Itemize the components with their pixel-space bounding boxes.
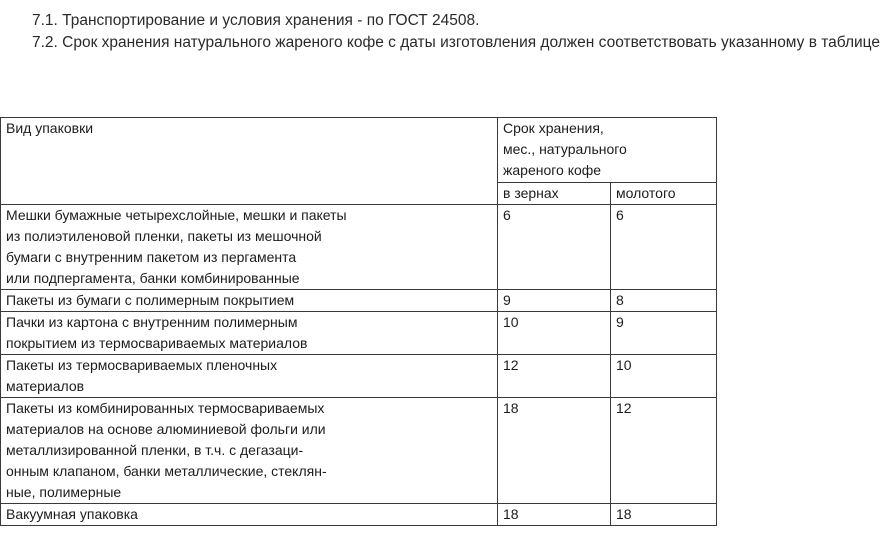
table-row <box>1 290 717 312</box>
table-row <box>1 312 717 355</box>
ground-months-cell: 10 <box>611 355 717 398</box>
ground-months-cell: 12 <box>611 398 717 504</box>
storage-term-table <box>0 117 717 526</box>
section-7-2-text: 7.2. Срок хранения натурального жареного кофе с даты изготовления должен соответствовать указанному в таблице <box>32 34 880 51</box>
document-heading <box>32 10 896 54</box>
table-row <box>1 398 717 504</box>
ground-months-cell: 6 <box>611 205 717 290</box>
whole-bean-months-cell: 9 <box>498 290 611 312</box>
whole-bean-months-cell: 12 <box>498 355 611 398</box>
whole-bean-months-cell: 10 <box>498 312 611 355</box>
table-row <box>1 355 717 398</box>
header-packaging-type: Вид упаковки <box>1 118 498 205</box>
whole-bean-months-cell: 6 <box>498 205 611 290</box>
ground-months-cell: 8 <box>611 290 717 312</box>
header-whole-bean: в зернах <box>498 182 611 204</box>
header-storage-term: Срок хранения, мес., натурального жареного кофе <box>498 118 717 183</box>
table-header-row <box>1 118 717 183</box>
packaging-type-cell: Пакеты из бумаги с полимерным покрытием <box>1 290 498 312</box>
whole-bean-months-cell: 18 <box>498 504 611 526</box>
ground-months-cell: 18 <box>611 504 717 526</box>
packaging-type-cell: Пакеты из термосвариваемых пленочных материалов <box>1 355 498 398</box>
table-row <box>1 504 717 526</box>
section-7-1-text: 7.1. Транспортирование и условия хранения - по ГОСТ 24508. <box>32 12 480 29</box>
packaging-type-cell: Мешки бумажные четырехслойные, мешки и пакеты из полиэтиленовой пленки, пакеты из мешочной бумаги с внутренним пакетом из пергамента или подпергамента, банки комбинированные <box>1 205 498 290</box>
packaging-type-cell: Пачки из картона с внутренним полимерным покрытием из термосвариваемых материалов <box>1 312 498 355</box>
ground-months-cell: 9 <box>611 312 717 355</box>
table-row <box>1 205 717 290</box>
packaging-type-cell: Вакуумная упаковка <box>1 504 498 526</box>
packaging-type-cell: Пакеты из комбинированных термосвариваемых материалов на основе алюминиевой фольги или металлизированной пленки, в т.ч. с дегазаци- онным клапаном, банки металлические, стеклян- ные, полимерные <box>1 398 498 504</box>
whole-bean-months-cell: 18 <box>498 398 611 504</box>
header-ground: молотого <box>611 182 717 204</box>
